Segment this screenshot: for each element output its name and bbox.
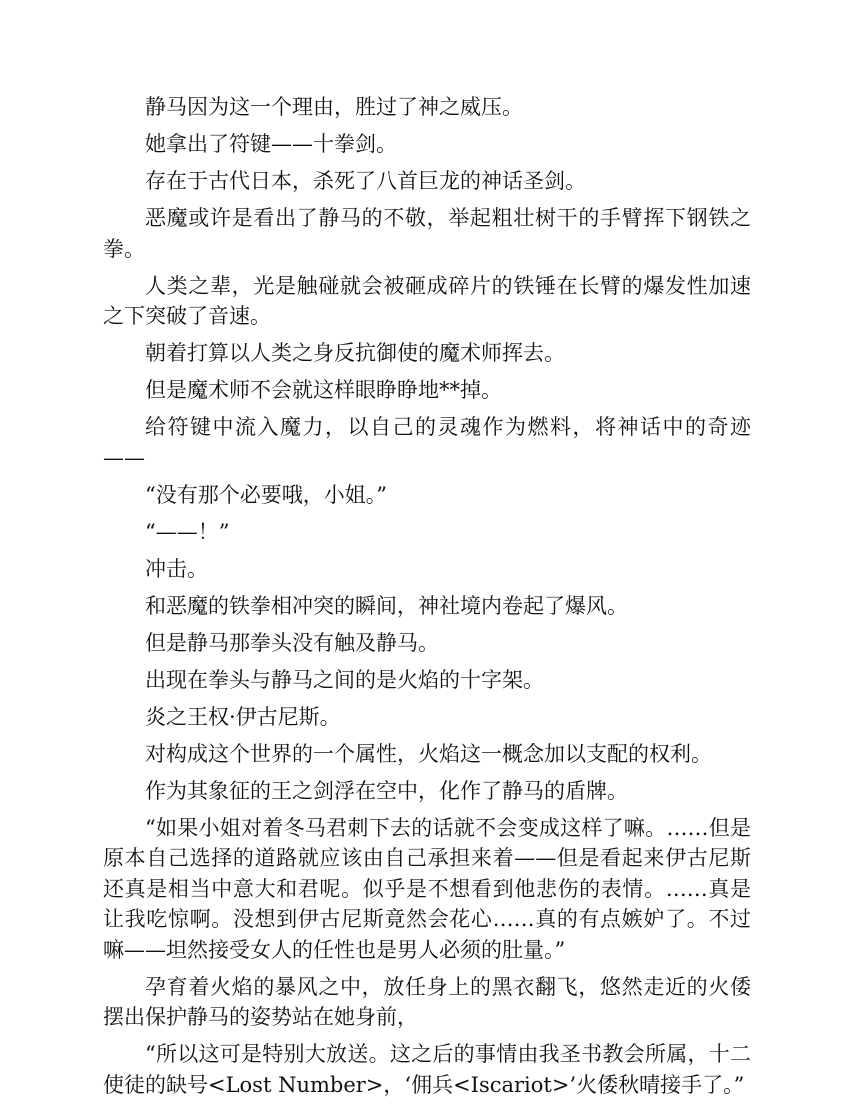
paragraph: 恶魔或许是看出了静马的不敬，举起粗壮树干的手臂挥下钢铁之拳。 [103,206,751,261]
paragraph: 给符键中流入魔力，以自己的灵魂作为燃料，将神话中的奇迹—— [103,415,751,470]
document-page [103,92,751,1107]
paragraph: “所以这可是特别大放送。这之后的事情由我圣书教会所属，十二使徒的缺号<Lost Number>，‘佣兵<Iscariot>’火倭秋晴接手了。” [103,1042,751,1097]
paragraph: 存在于古代日本，杀死了八首巨龙的神话圣剑。 [145,169,586,193]
paragraph: 但是静马那拳头没有触及静马。 [145,630,439,655]
paragraph: 她拿出了符键——十拳剑。 [145,132,397,156]
paragraph: “没有那个必要哦，小姐。” [145,482,387,507]
paragraph: 炎之王权·伊古尼斯。 [145,704,341,729]
paragraph: 作为其象征的王之剑浮在空中，化作了静马的盾牌。 [145,778,628,803]
paragraph: 人类之辈，光是触碰就会被砸成碎片的铁锤在长臂的爆发性加速之下突破了音速。 [103,273,751,328]
paragraph: 对构成这个世界的一个属性，火焰这一概念加以支配的权利。 [145,741,712,766]
paragraph: 出现在拳头与静马之间的是火焰的十字架。 [145,667,544,692]
paragraph: 朝着打算以人类之身反抗御使的魔术师挥去。 [145,341,565,365]
paragraph: 孕育着火焰的暴风之中，放任身上的黑衣翻飞，悠然走近的火倭摆出保护静马的姿势站在她身前， [103,974,751,1029]
paragraph: 和恶魔的铁拳相冲突的瞬间，神社境内卷起了爆风。 [145,593,628,618]
paragraph: 静马因为这一个理由，胜过了神之威压。 [145,95,523,119]
paragraph: “——！” [145,519,230,544]
paragraph: “如果小姐对着冬马君刺下去的话就不会变成这样了嘛。……但是原本自己选择的道路就应该由自己承担来着——但是看起来伊古尼斯还真是相当中意大和君呢。似乎是不想看到他悲伤的表情。……真是让我吃惊啊。没想到伊古尼斯竟然会花心……真的有点嫉妒了。不过嘛——坦然接受女人的任性也是男人必须的肚量。” [103,815,751,962]
paragraph: 但是魔术师不会就这样眼睁睁地**掉。 [145,378,502,402]
paragraph: 冲击。 [145,556,208,581]
